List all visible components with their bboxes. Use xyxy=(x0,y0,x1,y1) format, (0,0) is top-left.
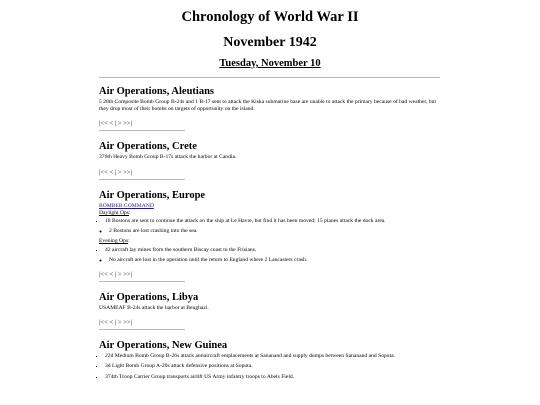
section-crete xyxy=(99,141,444,179)
month-heading: November 1942 xyxy=(223,35,317,50)
evening-sublist xyxy=(99,257,444,264)
nav-separator: | xyxy=(114,319,117,327)
list-item: ▪ 18 Bostons are sent to continue the attack on the ship at Le Havre, but find it has been moved; 15 planes attack the dock area. xyxy=(105,218,444,225)
nav-last-link[interactable]: >>| xyxy=(123,319,133,327)
section-text: 5 28th Composite Bomb Group B-24s and 1 B-17 sent to attack the Kiska submarine base are unable to attack the primary because of bad weather, but they drop most of their bombs on targets of opportunity on the island. xyxy=(99,99,437,113)
nav-prev-link[interactable]: < xyxy=(109,168,114,176)
list-item: ◦ 2 Bostons are lost crashing into the sea. xyxy=(109,228,444,235)
section-divider xyxy=(99,130,185,131)
list-item: ▪ 22d Medium Bomb Group B-26s attack antiaircraft emplacements at Sananand and supply dumps between Sananand and Soputa. xyxy=(105,353,444,360)
section-heading: Air Operations, Libya xyxy=(99,292,199,304)
daylight-ops-label: Daylight Ops: xyxy=(99,209,131,216)
section-libya xyxy=(99,292,444,330)
list-item: ▪ 374th Troop Carrier Group transports airlift US Army infantry troops to Abels Field. xyxy=(105,374,444,381)
section-heading: Air Operations, Aleutians xyxy=(99,86,215,97)
section-nav xyxy=(99,319,444,327)
page-title: Chronology of World War II xyxy=(181,9,359,25)
daylight-sublist xyxy=(99,228,444,235)
evening-ops-label: Evening Ops: xyxy=(99,238,130,245)
section-nav xyxy=(99,169,444,177)
nav-last-link[interactable]: >>| xyxy=(123,168,133,176)
nav-next-link[interactable]: > xyxy=(117,271,122,279)
evening-ops-text: Evening Ops xyxy=(99,238,129,245)
list-item: ◦ No aircraft are lost in the operation until the return to England where 2 Lancasters crash. xyxy=(109,257,444,264)
daylight-list xyxy=(99,218,444,225)
nav-first-link[interactable]: |<< xyxy=(99,168,108,176)
section-text: 376th Heavy Bomb Group B-17s attack the harbor at Candia. xyxy=(99,154,237,161)
nav-next-link[interactable]: > xyxy=(117,120,122,128)
section-heading: Air Operations, New Guinea xyxy=(99,340,228,352)
section-new-guinea xyxy=(99,340,444,381)
nav-prev-link[interactable]: < xyxy=(109,319,114,327)
daylight-ops-text: Daylight Ops xyxy=(99,209,129,216)
nav-first-link[interactable]: |<< xyxy=(99,271,108,279)
nav-prev-link[interactable]: < xyxy=(109,120,114,128)
section-nav xyxy=(99,120,444,128)
date-heading: Tuesday, November 10 xyxy=(219,58,321,69)
section-europe xyxy=(99,190,444,282)
nav-separator: | xyxy=(114,168,117,176)
nav-last-link[interactable]: >>| xyxy=(123,271,133,279)
section-divider xyxy=(99,179,185,180)
nav-next-link[interactable]: > xyxy=(117,168,122,176)
section-heading: Air Operations, Europe xyxy=(99,189,206,201)
nav-first-link[interactable]: |<< xyxy=(99,120,108,128)
list-item: ▪ 3d Light Bomb Group A-20s attack defensive positions at Soputa. xyxy=(105,363,444,370)
nav-first-link[interactable]: |<< xyxy=(99,319,108,327)
bomber-command-link[interactable]: BOMBER COMMAND xyxy=(99,202,154,209)
main-content xyxy=(99,86,444,391)
new-guinea-list xyxy=(99,353,444,381)
evening-list xyxy=(99,247,444,254)
top-divider xyxy=(99,77,440,78)
nav-last-link[interactable]: >>| xyxy=(123,120,133,128)
section-text: USAMEAF B-24s attack the harbor at Benghazi. xyxy=(99,305,209,312)
section-divider xyxy=(99,329,185,330)
section-heading: Air Operations, Crete xyxy=(99,141,197,153)
nav-next-link[interactable]: > xyxy=(117,319,122,327)
nav-separator: | xyxy=(114,271,117,279)
nav-prev-link[interactable]: < xyxy=(109,271,114,279)
list-item: ▪ 42 aircraft lay mines from the southern Biscay coast to the Frisians. xyxy=(105,247,444,254)
nav-separator: | xyxy=(114,120,117,128)
section-divider xyxy=(99,281,185,282)
section-nav xyxy=(99,271,444,279)
section-aleutians xyxy=(99,86,444,131)
